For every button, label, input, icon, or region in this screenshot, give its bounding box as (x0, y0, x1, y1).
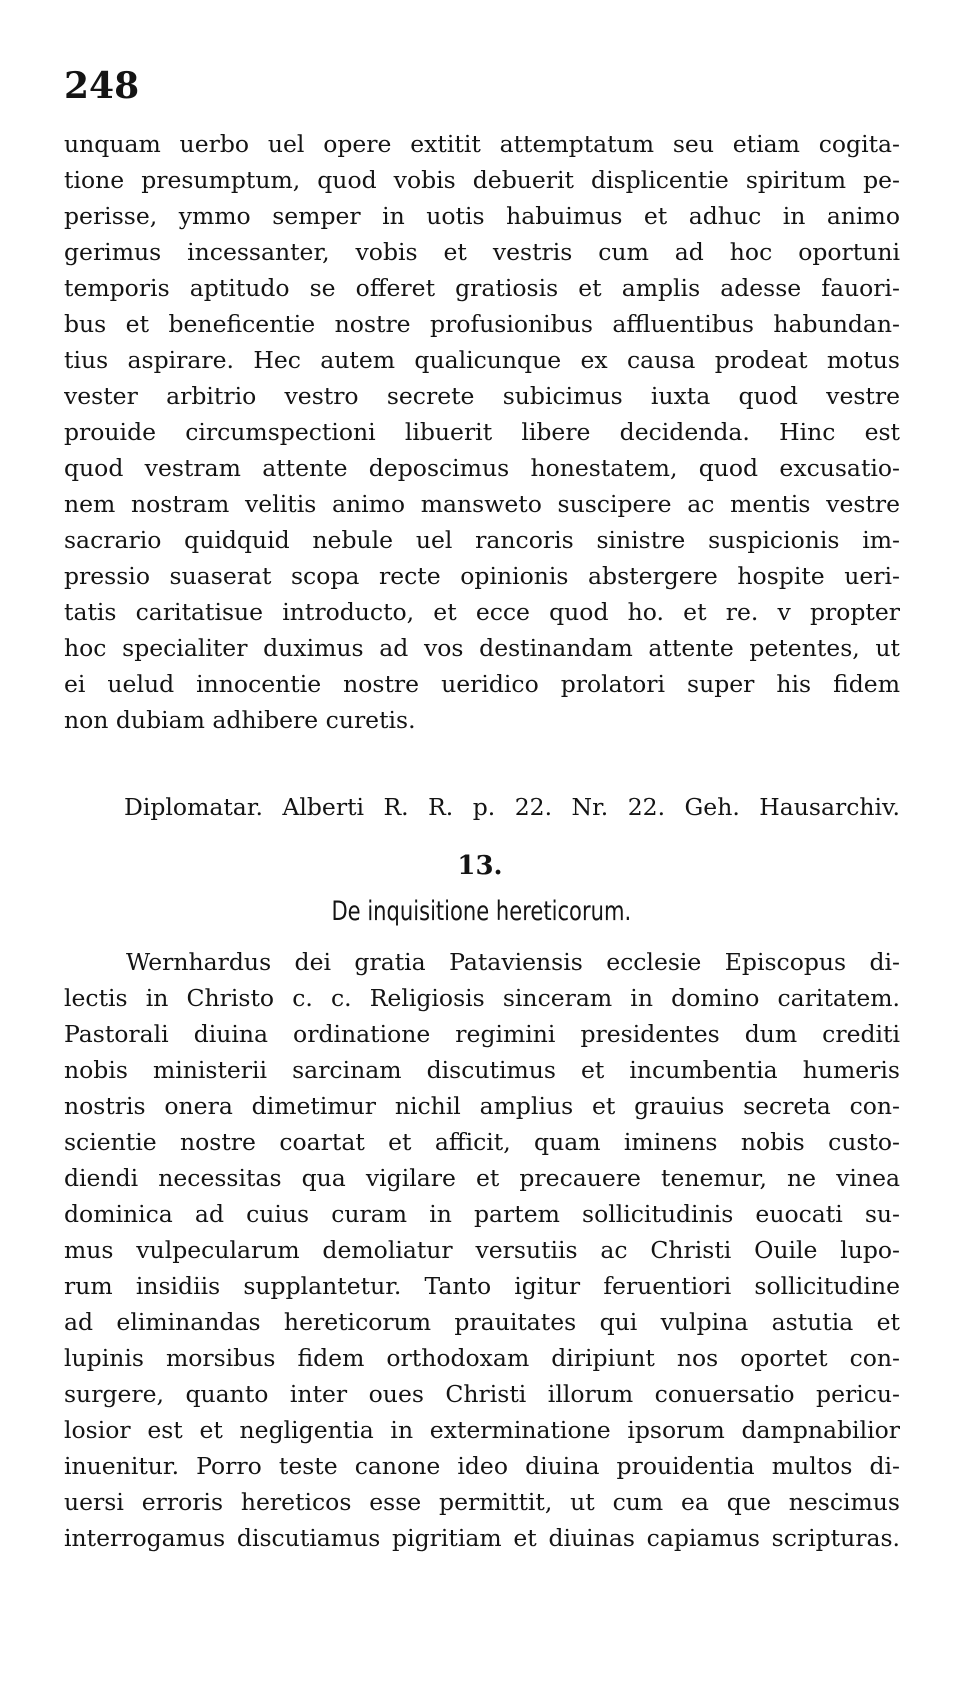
text-line: tatis caritatisue introducto, et ecce quod ho. et re. v propter (64, 598, 900, 626)
text-line: nem nostram velitis animo mansweto suscipere ac mentis vestre (64, 490, 900, 518)
text-line: bus et beneficentie nostre profusionibus affluentibus habundan- (64, 310, 900, 338)
text-line: inuenitur. Porro teste canone ideo diuina prouidentia multos di- (64, 1452, 900, 1480)
text-line: ad eliminandas hereticorum prauitates qui vulpina astutia et (64, 1308, 900, 1336)
text-line: lectis in Christo c. c. Religiosis sinceram in domino caritatem. (64, 984, 900, 1012)
text-line: tione presumptum, quod vobis debuerit displicentie spiritum pe- (64, 166, 900, 194)
text-line: hoc specialiter duximus ad vos destinandam attente petentes, ut (64, 634, 900, 662)
source-citation: Diplomatar. Alberti R. R. p. 22. Nr. 22. Geh. Hausarchiv. (124, 793, 900, 821)
text-line: quod vestram attente deposcimus honestatem, quod excusatio- (64, 454, 900, 482)
text-line: dominica ad cuius curam in partem sollicitudinis euocati su- (64, 1200, 900, 1228)
text-line: losior est et negligentia in exterminatione ipsorum dampnabilior (64, 1416, 900, 1444)
text-line: nostris onera dimetimur nichil amplius et grauius secreta con- (64, 1092, 900, 1120)
text-line: nobis ministerii sarcinam discutimus et incumbentia humeris (64, 1056, 900, 1084)
text-line: gerimus incessanter, vobis et vestris cum ad hoc oportuni (64, 238, 900, 266)
text-line: prouide circumspectioni libuerit libere decidenda. Hinc est (64, 418, 900, 446)
text-line: uersi erroris hereticos esse permittit, ut cum ea que nescimus (64, 1488, 900, 1516)
text-line: ei uelud innocentie nostre ueridico prolatori super his fidem (64, 670, 900, 698)
text-line: scientie nostre coartat et afficit, quam iminens nobis custo- (64, 1128, 900, 1156)
text-line: Pastorali diuina ordinatione regimini presidentes dum crediti (64, 1020, 900, 1048)
text-line: interrogamus discutiamus pigritiam et diuinas capiamus scripturas. (64, 1524, 900, 1552)
text-line: perisse, ymmo semper in uotis habuimus et adhuc in animo (64, 202, 900, 230)
text-line: Wernhardus dei gratia Pataviensis ecclesie Episcopus di- (126, 948, 900, 976)
document-title: De inquisitione hereticorum. (331, 896, 632, 927)
text-line: surgere, quanto inter oues Christi illorum conuersatio pericu- (64, 1380, 900, 1408)
document-number: 13. (457, 851, 503, 881)
text-line: non dubiam adhibere curetis. (64, 706, 416, 734)
text-line: mus vulpecularum demoliatur versutiis ac Christi Ouile lupo- (64, 1236, 900, 1264)
text-line: temporis aptitudo se offeret gratiosis et amplis adesse fauori- (64, 274, 900, 302)
page-number: 248 (64, 65, 140, 107)
text-line: unquam uerbo uel opere extitit attemptatum seu etiam cogita- (64, 130, 900, 158)
text-line: pressio suaserat scopa recte opinionis abstergere hospite ueri- (64, 562, 900, 590)
text-line: tius aspirare. Hec autem qualicunque ex causa prodeat motus (64, 346, 900, 374)
text-line: vester arbitrio vestro secrete subicimus iuxta quod vestre (64, 382, 900, 410)
text-line: rum insidiis supplantetur. Tanto igitur feruentiori sollicitudine (64, 1272, 900, 1300)
text-line: sacrario quidquid nebule uel rancoris sinistre suspicionis im- (64, 526, 900, 554)
text-line: diendi necessitas qua vigilare et precauere tenemur, ne vinea (64, 1164, 900, 1192)
text-line: lupinis morsibus fidem orthodoxam diripiunt nos oportet con- (64, 1344, 900, 1372)
